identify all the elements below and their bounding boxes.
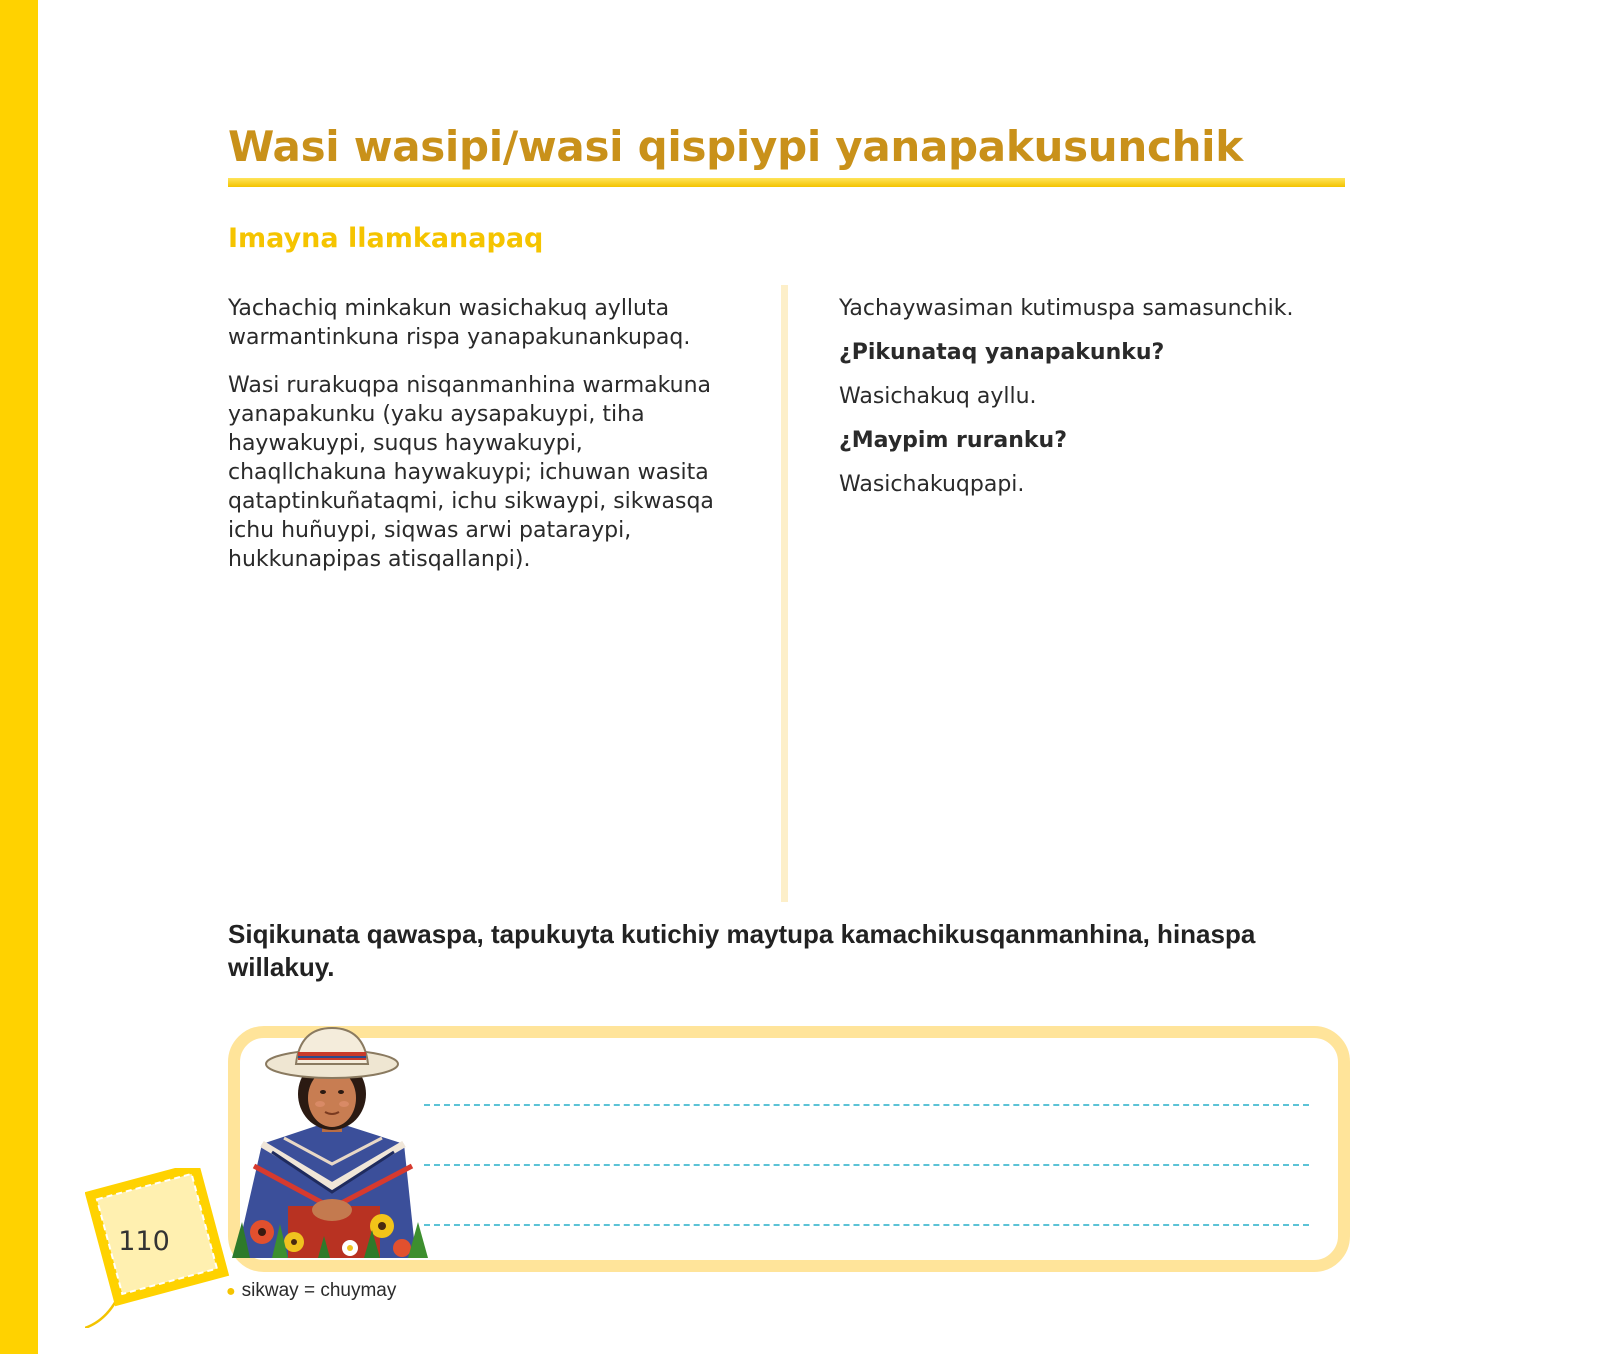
- answer-who: Wasichakuq ayllu.: [839, 384, 1037, 409]
- answer-where: Wasichakuqpapi.: [839, 472, 1025, 497]
- left-yellow-band: [0, 0, 38, 1354]
- footnote-text: sikway = chuymay: [241, 1280, 397, 1301]
- writing-line-2[interactable]: [424, 1164, 1309, 1166]
- left-column: [228, 294, 738, 574]
- page-title: Wasi wasipi/wasi qispiypi yanapakusunchik: [228, 122, 1243, 171]
- title-underline: [228, 178, 1345, 187]
- right-intro: Yachaywasiman kutimuspa samasunchik.: [839, 296, 1294, 321]
- activity-instruction: Siqikunata qawaspa, tapukuyta kutichiy maytupa kamachikusqanmanhina, hinaspa willakuy.: [228, 919, 1256, 982]
- left-paragraph-2: Wasi rurakuqpa nisqanmanhina warmakuna yanapakunku (yaku aysapakuypi, tiha haywakuypi, suqus haywakuypi, chaqllchakuna haywakuypi; ichuwan wasita qataptinkuñataqmi, ichu sikwaypi, sikwasqa ichu huñuypi, siqwas arwi pataraypi, hukkunapipas atisqallanpi).: [228, 373, 714, 572]
- question-where: ¿Maypim ruranku?: [839, 428, 1067, 453]
- page-number: 110: [118, 1226, 170, 1257]
- right-column: [839, 294, 1349, 499]
- girl-in-hat-illustration: [232, 1026, 432, 1258]
- footnote: [226, 1280, 396, 1302]
- question-who: ¿Pikunataq yanapakunku?: [839, 340, 1165, 365]
- left-paragraph-1: Yachachiq minkakun wasichakuq aylluta warmantinkuna rispa yanapakunankupaq.: [228, 296, 691, 350]
- bullet-icon: ●: [226, 1283, 236, 1300]
- writing-line-1[interactable]: [424, 1104, 1309, 1106]
- column-divider: [781, 285, 788, 902]
- section-subtitle: Imayna llamkanapaq: [228, 223, 544, 254]
- writing-line-3[interactable]: [424, 1224, 1309, 1226]
